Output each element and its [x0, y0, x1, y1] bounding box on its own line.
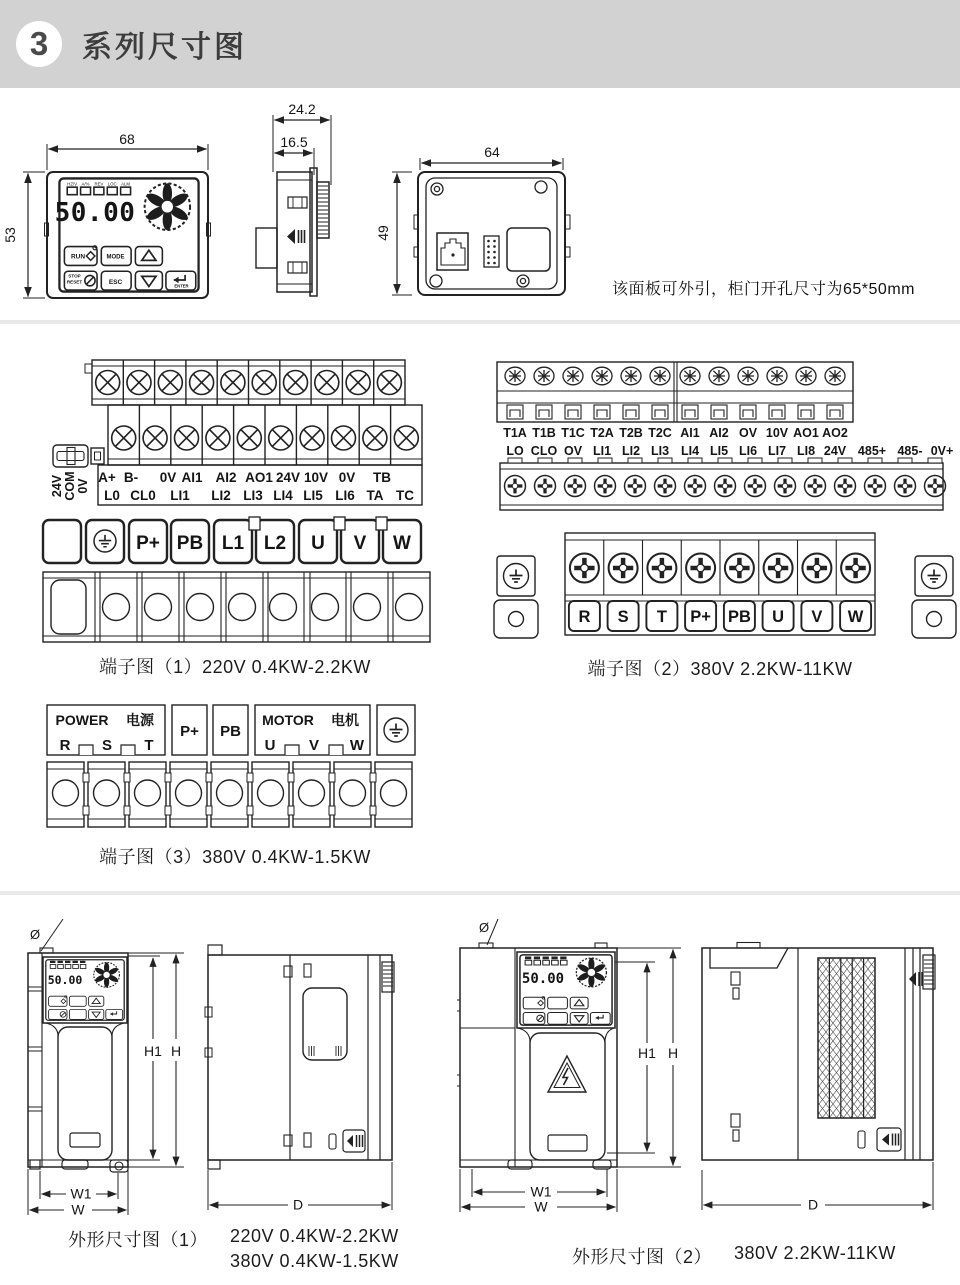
- t3-power-en: POWER: [55, 712, 109, 728]
- dim-w: W: [534, 1198, 548, 1215]
- t3-label: S: [101, 737, 113, 754]
- panel-note: 该面板可外引，柜门开孔尺寸为65*50mm: [612, 281, 915, 298]
- t1-label-box: [50, 465, 422, 505]
- t1-label: AI2: [215, 470, 237, 485]
- t1-power-terminals: [43, 572, 430, 642]
- t1-label: B-: [123, 470, 139, 485]
- outline1-caption-value1: 220V 0.4KW-2.2KW: [230, 1226, 399, 1246]
- t3-label: R: [59, 737, 71, 754]
- dim-h1: H1: [144, 1043, 162, 1059]
- o2-front-dims: [460, 948, 681, 1212]
- t1-label: LI1: [170, 488, 190, 503]
- dim-w: W: [71, 1201, 85, 1218]
- keypad-side-dims: [273, 115, 331, 185]
- section-number: 3: [29, 25, 49, 62]
- dim-front-width: 68: [119, 131, 135, 147]
- dim-front-height: 53: [2, 227, 18, 243]
- t2-label: LI3: [650, 444, 670, 458]
- t2-label: T1B: [532, 426, 556, 440]
- outline1-caption: [68, 1226, 399, 1272]
- t2-label: 485+: [857, 444, 887, 458]
- dim-h: H: [170, 1043, 182, 1059]
- t1-label: TA: [366, 488, 384, 503]
- t2-power-label: T: [656, 608, 667, 626]
- t1-label: LI3: [243, 488, 263, 503]
- t3-motor-en: MOTOR: [262, 712, 314, 728]
- outline2-caption-value1: 380V 2.2KW-11KW: [734, 1243, 896, 1263]
- t2-label: 10V: [765, 426, 789, 440]
- keypad-back-view: [414, 172, 570, 295]
- t2-label: LI4: [680, 444, 700, 458]
- o1-side-view: [205, 945, 394, 1169]
- t3-motor-cn: 电机: [331, 712, 359, 728]
- terminal-diagram-3: [30, 700, 450, 840]
- display-value: 50.00: [54, 198, 136, 228]
- outline1-caption-label: 外形尺寸图（1）: [68, 1230, 209, 1250]
- t2-label: 485-: [897, 444, 923, 458]
- t2-label: 0V+: [930, 444, 954, 458]
- t2-power-label: PB: [727, 608, 751, 626]
- outline2-caption-label: 外形尺寸图（2）: [572, 1247, 713, 1267]
- dim-d: D: [807, 1196, 819, 1213]
- enter-button-label: ENTER: [174, 283, 189, 289]
- outline1-caption-value2: 380V 0.4KW-1.5KW: [230, 1251, 399, 1271]
- t2-label: AI1: [680, 426, 700, 440]
- t3-label: PB: [220, 723, 241, 740]
- led-label-hzv: HZ/V: [67, 181, 78, 187]
- run-button-label: RUN: [70, 253, 86, 261]
- t2-label: LO: [506, 444, 524, 458]
- t2-label: 24V: [823, 444, 847, 458]
- t3-label: T: [144, 737, 154, 754]
- terminal2-caption: 端子图（2）380V 2.2KW-11KW: [587, 659, 853, 679]
- t1-power-label: P+: [136, 533, 160, 554]
- t1-label: 24V: [275, 470, 301, 485]
- t1-label: TB: [373, 470, 391, 485]
- t3-label: U: [264, 737, 276, 754]
- t3-power-cn: 电源: [126, 712, 154, 728]
- t2-label: T2A: [590, 426, 614, 440]
- stop-button-label1: STOP: [68, 273, 81, 279]
- t2-control-block: [497, 362, 853, 422]
- t2-label: AO2: [822, 426, 848, 440]
- t2-lower-strip: [500, 458, 946, 510]
- dim-back-width: 64: [484, 144, 500, 160]
- t1-power-label: W: [393, 533, 411, 554]
- t2-power-label: P+: [690, 608, 711, 626]
- t2-label: AI2: [709, 426, 729, 440]
- t3-label: P+: [180, 723, 199, 740]
- t2-label: T1A: [503, 426, 527, 440]
- led-label-loc: LOC: [107, 181, 117, 187]
- t1-label: A+: [98, 470, 116, 485]
- section-number-badge: [16, 21, 62, 67]
- t1-jumper-connector: [53, 445, 104, 467]
- t1-power-label: V: [353, 533, 367, 554]
- t2-label: T2C: [648, 426, 672, 440]
- t1-power-label: L1: [221, 533, 245, 554]
- t1-side-label: 24V: [50, 474, 64, 498]
- t1-label: LI4: [273, 488, 293, 503]
- t2-label: T1C: [561, 426, 585, 440]
- t2-label: OV: [738, 426, 758, 440]
- led-label-rev: REV: [94, 181, 104, 187]
- t2-power-label: W: [847, 608, 864, 626]
- t2-power-label: R: [578, 608, 591, 626]
- t1-label: 0V: [159, 470, 177, 485]
- keypad-side-view: [256, 168, 329, 296]
- t1-control-block: [85, 360, 422, 465]
- esc-button-label: ESC: [108, 279, 123, 286]
- t1-side-label: 0V: [76, 478, 90, 494]
- t1-power-label: L2: [263, 533, 287, 554]
- display-value-mini: 50.00: [47, 973, 83, 987]
- t2-power-label: U: [772, 608, 785, 626]
- diameter-symbol: Ø: [30, 927, 41, 942]
- t2-label: LI1: [592, 444, 612, 458]
- t1-power-label: PB: [176, 533, 204, 554]
- mode-button-label: MODE: [106, 254, 125, 261]
- dim-side-front-depth: 16.5: [280, 134, 308, 150]
- divider-bottom: [0, 891, 960, 895]
- dim-w1: W1: [70, 1185, 92, 1202]
- t1-label: CL0: [130, 488, 156, 503]
- o1-front-dims: [28, 953, 184, 1215]
- outline2-caption: [572, 1243, 896, 1269]
- dim-h1: H1: [638, 1045, 656, 1061]
- t2-label: CLO: [530, 444, 558, 458]
- t1-label: L0: [104, 488, 120, 503]
- t2-power-label: S: [617, 608, 629, 626]
- section-header: [0, 0, 960, 88]
- t2-label: AO1: [793, 426, 819, 440]
- led-label-alm: ALM: [121, 181, 131, 187]
- o2-side-view: [702, 943, 935, 1161]
- outline-drawing-2: [455, 915, 960, 1225]
- stop-button-label2: RESET: [66, 279, 83, 285]
- dim-h: H: [667, 1045, 679, 1061]
- diameter-symbol: Ø: [479, 920, 490, 935]
- t2-label: LI7: [767, 444, 787, 458]
- t2-label: LI6: [738, 444, 758, 458]
- t2-power-label: V: [811, 608, 823, 626]
- terminal-diagram-1: [30, 352, 450, 652]
- t2-label: LI5: [709, 444, 729, 458]
- dim-d: D: [292, 1196, 304, 1213]
- t1-power-label: U: [311, 533, 325, 554]
- t3-terminals: [47, 762, 412, 827]
- t1-label: AO1: [245, 470, 273, 485]
- t2-power-block: [494, 533, 956, 638]
- t3-label: W: [349, 737, 365, 754]
- t1-label: LI2: [211, 488, 231, 503]
- led-label-apct: A/%: [81, 181, 90, 187]
- t1-label: 10V: [303, 470, 329, 485]
- outline-drawing-1: [10, 915, 410, 1225]
- dim-back-height: 49: [375, 225, 391, 241]
- page-title: 系列尺寸图: [82, 31, 247, 64]
- t1-side-label: COM: [63, 471, 77, 501]
- t1-label: 0V: [338, 470, 356, 485]
- t2-label: LI2: [621, 444, 641, 458]
- t2-label: OV: [563, 444, 583, 458]
- t2-label: T2B: [619, 426, 643, 440]
- t1-label: LI5: [303, 488, 323, 503]
- t3-label: V: [308, 737, 320, 754]
- keypad-front-view: [45, 172, 211, 298]
- terminal-diagram-2: [490, 355, 960, 655]
- t1-label: LI6: [335, 488, 355, 503]
- dim-side-depth: 24.2: [288, 101, 316, 117]
- t1-label: AI1: [181, 470, 203, 485]
- terminal3-caption: 端子图（3）380V 0.4KW-1.5KW: [99, 847, 371, 867]
- t2-label: LI8: [796, 444, 816, 458]
- dim-w1: W1: [530, 1183, 552, 1200]
- display-value-mini: 50.00: [521, 971, 565, 987]
- divider-top: [0, 320, 960, 324]
- terminal1-caption: 端子图（1）220V 0.4KW-2.2KW: [99, 657, 371, 677]
- t1-label: TC: [396, 488, 414, 503]
